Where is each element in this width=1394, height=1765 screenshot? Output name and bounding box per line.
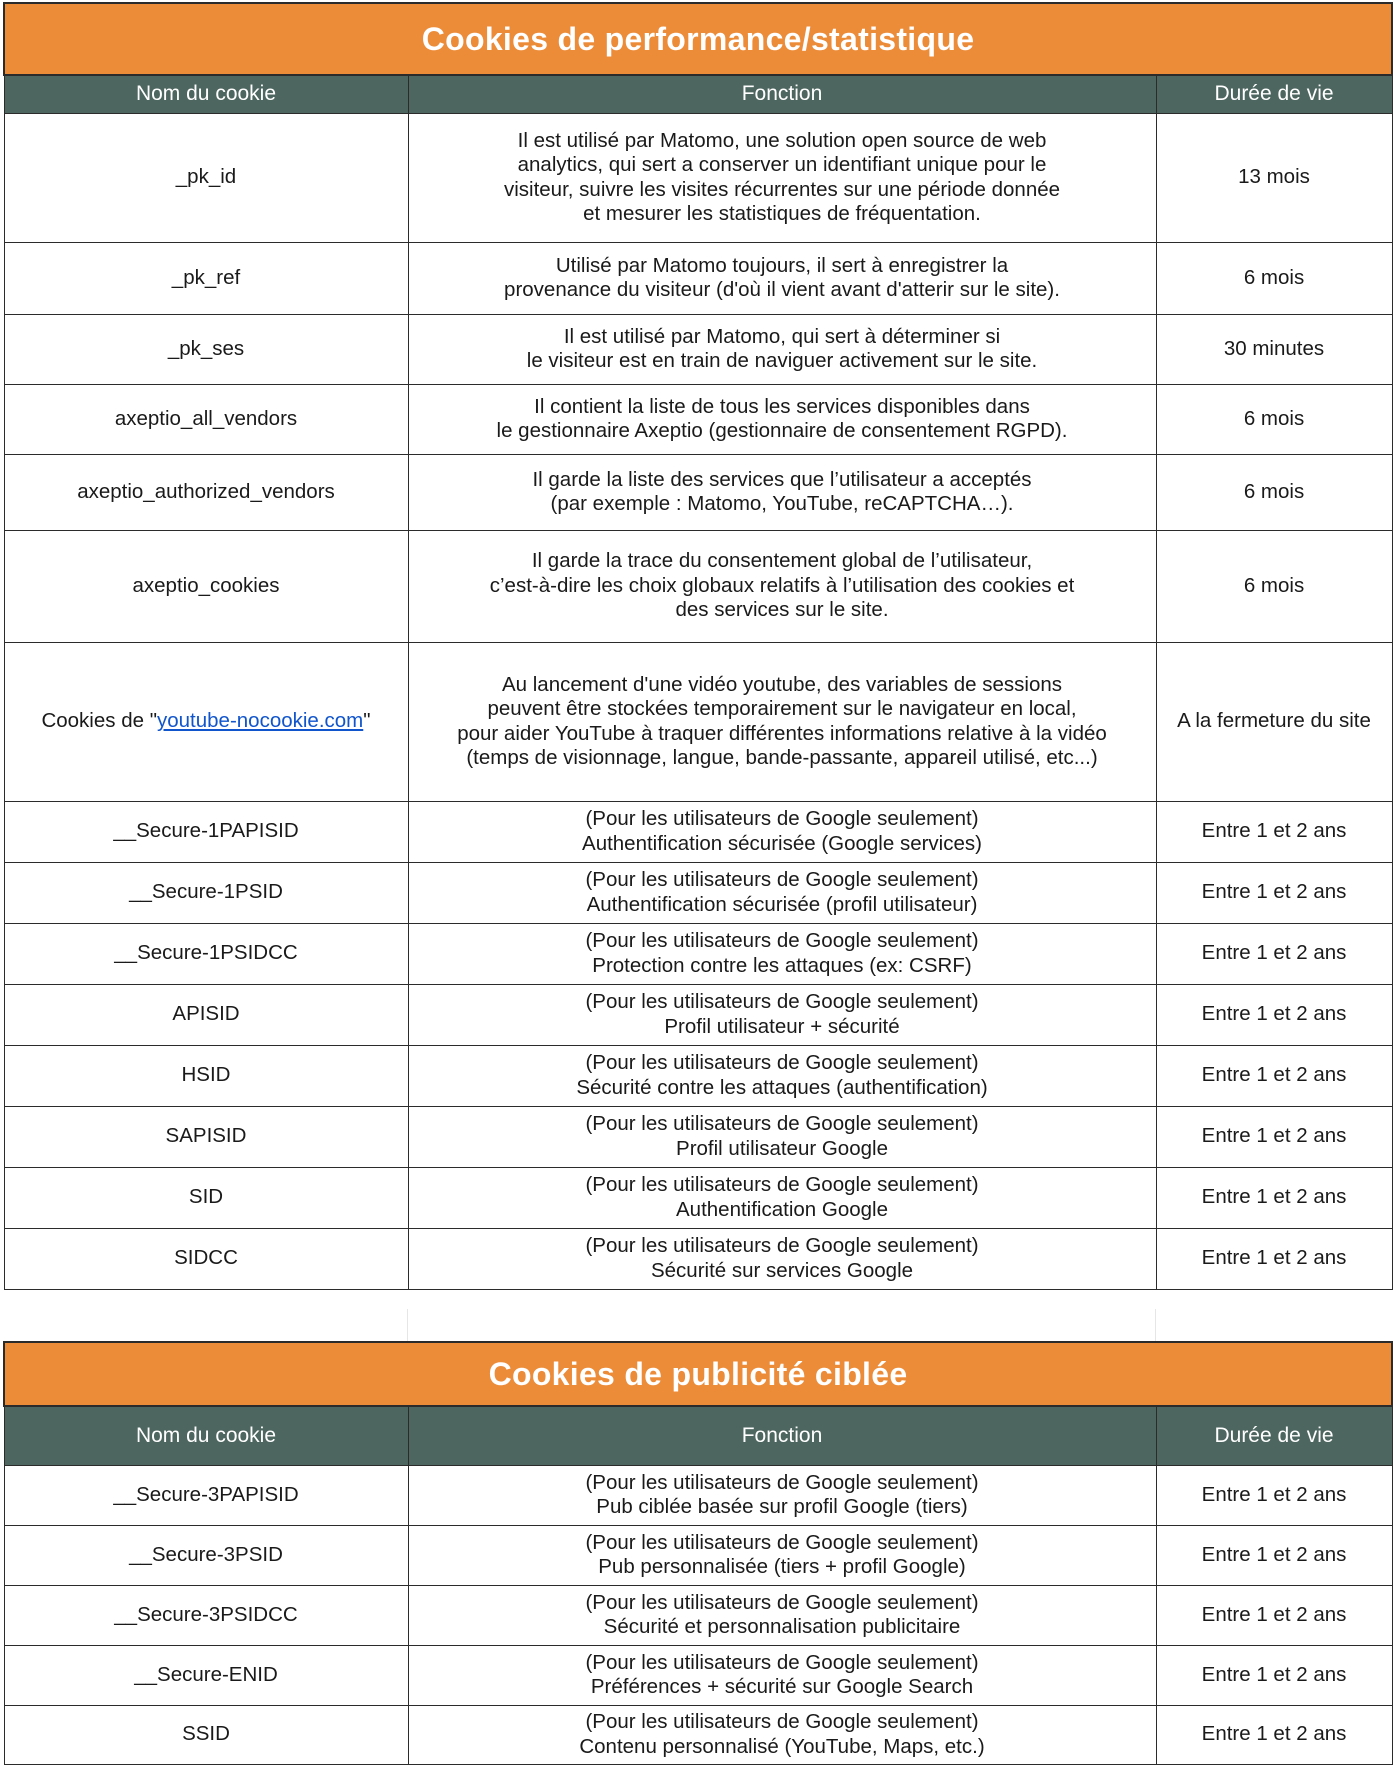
gap-divider: [1155, 1309, 1156, 1341]
cookie-lifetime: 13 mois: [1156, 113, 1392, 242]
cookie-name-suffix: ": [363, 709, 371, 733]
cookie-function: (Pour les utilisateurs de Google seulement) Profil utilisateur + sécurité: [408, 984, 1156, 1045]
cookie-lifetime: 30 minutes: [1156, 314, 1392, 384]
cookie-name: axeptio_authorized_vendors: [4, 454, 408, 530]
cookie-function: (Pour les utilisateurs de Google seulement) Sécurité sur services Google: [408, 1228, 1156, 1289]
table-title: Cookies de performance/statistique: [4, 3, 1392, 75]
performance-cookies-table: [3, 2, 1393, 1290]
cookie-function: (Pour les utilisateurs de Google seulement) Profil utilisateur Google: [408, 1106, 1156, 1167]
table-gap: [3, 1309, 1391, 1341]
cookie-function: Il contient la liste de tous les services disponibles dans le gestionnaire Axeptio (gestionnaire de consentement RGPD).: [408, 384, 1156, 454]
cookie-lifetime: 6 mois: [1156, 384, 1392, 454]
cookie-lifetime: Entre 1 et 2 ans: [1156, 1525, 1392, 1585]
cookie-function: (Pour les utilisateurs de Google seulement) Authentification Google: [408, 1167, 1156, 1228]
cookie-lifetime: Entre 1 et 2 ans: [1156, 862, 1392, 923]
cookie-function: (Pour les utilisateurs de Google seulement) Sécurité et personnalisation publicitaire: [408, 1585, 1156, 1645]
cookie-name: _pk_ref: [4, 242, 408, 314]
cookie-name: APISID: [4, 984, 408, 1045]
cookie-lifetime: 6 mois: [1156, 530, 1392, 642]
cookie-lifetime: Entre 1 et 2 ans: [1156, 1645, 1392, 1705]
cookie-name: __Secure-3PSIDCC: [4, 1585, 408, 1645]
column-header-lifetime: Durée de vie: [1156, 75, 1392, 113]
table-row: [4, 242, 1392, 314]
table-row: [4, 113, 1392, 242]
table-row: [4, 862, 1392, 923]
cookie-name: SSID: [4, 1705, 408, 1764]
targeted-ads-cookies-table: [3, 1341, 1393, 1765]
table-row: [4, 314, 1392, 384]
cookie-function: (Pour les utilisateurs de Google seulement) Sécurité contre les attaques (authentification): [408, 1045, 1156, 1106]
column-header-function: Fonction: [408, 75, 1156, 113]
cookie-name: __Secure-1PSIDCC: [4, 923, 408, 984]
cookie-lifetime: 6 mois: [1156, 454, 1392, 530]
table-row: [4, 1228, 1392, 1289]
cookie-name: SID: [4, 1167, 408, 1228]
table-row: [4, 984, 1392, 1045]
cookie-name: __Secure-1PSID: [4, 862, 408, 923]
cookie-lifetime: Entre 1 et 2 ans: [1156, 801, 1392, 862]
table-row: [4, 1645, 1392, 1705]
cookie-name: _pk_id: [4, 113, 408, 242]
cookie-name: [4, 642, 408, 801]
youtube-nocookie-link[interactable]: youtube-nocookie.com: [157, 709, 364, 733]
cookie-lifetime: A la fermeture du site: [1156, 642, 1392, 801]
cookie-function: Il est utilisé par Matomo, qui sert à déterminer si le visiteur est en train de naviguer activement sur le site.: [408, 314, 1156, 384]
cookie-function: Il est utilisé par Matomo, une solution open source de web analytics, qui sert a conserver un identifiant unique pour le visiteur, suivre les visites récurrentes sur une période donnée et mesurer les statistiques de fréquentation.: [408, 113, 1156, 242]
table-row: [4, 1585, 1392, 1645]
cookie-name: axeptio_all_vendors: [4, 384, 408, 454]
table-row: [4, 384, 1392, 454]
cookie-lifetime: 6 mois: [1156, 242, 1392, 314]
table-row: [4, 1045, 1392, 1106]
cookie-function: (Pour les utilisateurs de Google seulement) Préférences + sécurité sur Google Search: [408, 1645, 1156, 1705]
cookie-function: (Pour les utilisateurs de Google seulement) Contenu personnalisé (YouTube, Maps, etc.): [408, 1705, 1156, 1764]
cookie-lifetime: Entre 1 et 2 ans: [1156, 984, 1392, 1045]
cookie-function: Il garde la trace du consentement global de l’utilisateur, c’est-à-dire les choix globaux relatifs à l’utilisation des cookies et des services sur le site.: [408, 530, 1156, 642]
table-row: [4, 1465, 1392, 1525]
cookie-function: Utilisé par Matomo toujours, il sert à enregistrer la provenance du visiteur (d'où il vient avant d'atterir sur le site).: [408, 242, 1156, 314]
cookie-name: __Secure-ENID: [4, 1645, 408, 1705]
table-row: [4, 454, 1392, 530]
cookie-function: Au lancement d'une vidéo youtube, des variables de sessions peuvent être stockées temporairement sur le navigateur en local, pour aider YouTube à traquer différentes informations relative à la vidéo (temps de visionnage, langue, bande-passante, appareil utilisé, etc...): [408, 642, 1156, 801]
cookie-function: (Pour les utilisateurs de Google seulement) Protection contre les attaques (ex: CSRF): [408, 923, 1156, 984]
cookie-lifetime: Entre 1 et 2 ans: [1156, 1228, 1392, 1289]
table-row: [4, 1167, 1392, 1228]
cookie-lifetime: Entre 1 et 2 ans: [1156, 1705, 1392, 1764]
gap-divider: [407, 1309, 408, 1341]
table-row: [4, 1106, 1392, 1167]
cookie-lifetime: Entre 1 et 2 ans: [1156, 1045, 1392, 1106]
column-header-name: Nom du cookie: [4, 75, 408, 113]
cookie-lifetime: Entre 1 et 2 ans: [1156, 923, 1392, 984]
cookie-function: Il garde la liste des services que l’utilisateur a acceptés (par exemple : Matomo, YouTube, reCAPTCHA…).: [408, 454, 1156, 530]
table-row: [4, 1705, 1392, 1764]
column-header-function: Fonction: [408, 1406, 1156, 1465]
cookie-name: SIDCC: [4, 1228, 408, 1289]
table-row: [4, 923, 1392, 984]
cookie-name: SAPISID: [4, 1106, 408, 1167]
cookie-lifetime: Entre 1 et 2 ans: [1156, 1106, 1392, 1167]
table-title: Cookies de publicité ciblée: [4, 1342, 1392, 1406]
table-row: [4, 1525, 1392, 1585]
cookie-lifetime: Entre 1 et 2 ans: [1156, 1465, 1392, 1525]
cookie-name-prefix: Cookies de ": [41, 709, 157, 733]
table-row: [4, 530, 1392, 642]
table-row: [4, 801, 1392, 862]
cookie-function: (Pour les utilisateurs de Google seulement) Authentification sécurisée (profil utilisateur): [408, 862, 1156, 923]
column-header-name: Nom du cookie: [4, 1406, 408, 1465]
cookie-name: HSID: [4, 1045, 408, 1106]
cookie-name: axeptio_cookies: [4, 530, 408, 642]
cookie-name: __Secure-3PSID: [4, 1525, 408, 1585]
cookie-function: (Pour les utilisateurs de Google seulement) Pub personnalisée (tiers + profil Google): [408, 1525, 1156, 1585]
cookie-lifetime: Entre 1 et 2 ans: [1156, 1585, 1392, 1645]
column-header-lifetime: Durée de vie: [1156, 1406, 1392, 1465]
cookie-function: (Pour les utilisateurs de Google seulement) Pub ciblée basée sur profil Google (tiers): [408, 1465, 1156, 1525]
table-row: [4, 642, 1392, 801]
cookie-name: _pk_ses: [4, 314, 408, 384]
cookie-name: __Secure-3PAPISID: [4, 1465, 408, 1525]
cookie-function: (Pour les utilisateurs de Google seulement) Authentification sécurisée (Google services): [408, 801, 1156, 862]
cookie-lifetime: Entre 1 et 2 ans: [1156, 1167, 1392, 1228]
cookie-name: __Secure-1PAPISID: [4, 801, 408, 862]
